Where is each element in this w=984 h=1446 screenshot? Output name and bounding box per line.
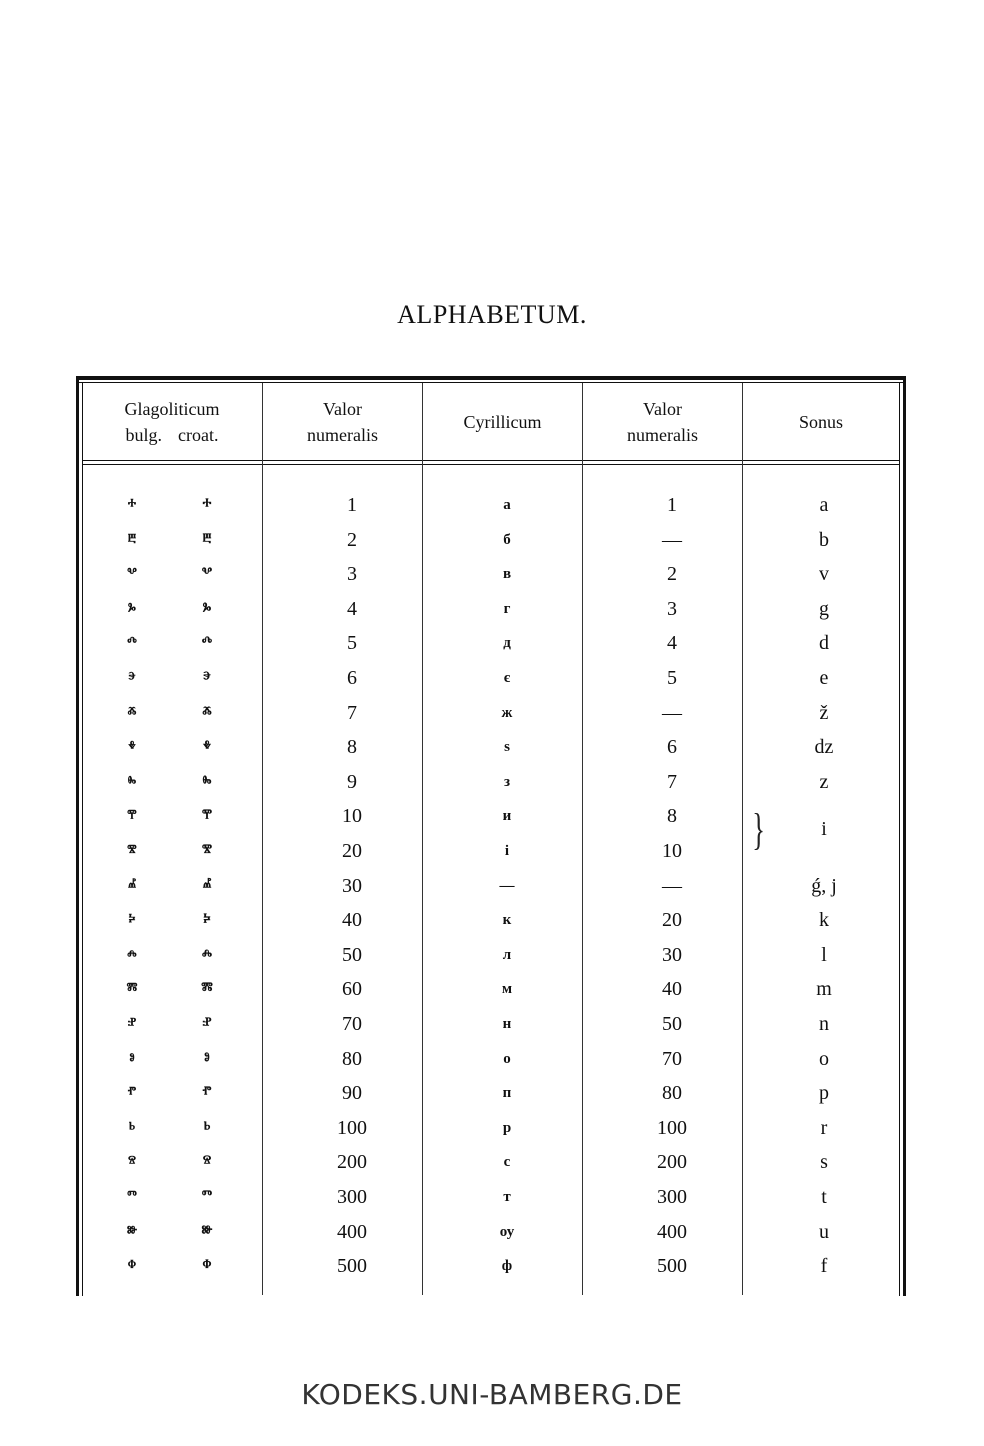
valor-numeralis-cell: 9 <box>347 770 357 793</box>
valor-numeralis-cell: 1 <box>347 494 357 516</box>
table-row <box>82 1111 900 1145</box>
glagolitic-croat-cell: ⱅ <box>201 1188 213 1205</box>
cyrillic-cell: з <box>503 773 511 790</box>
valor-numeralis-cell: 80 <box>342 1047 362 1070</box>
valor-numeralis-cell: — <box>662 874 682 897</box>
valor-numeralis-cell: 30 <box>342 874 362 897</box>
cyrillic-cell: г <box>503 600 511 617</box>
header-valor-numeralis-2 <box>583 394 742 450</box>
cyrillic-cell: н <box>502 1016 512 1032</box>
table-row <box>82 730 900 764</box>
table-row <box>82 1042 900 1076</box>
glagolitic-croat-cell: ⱁ <box>204 1049 210 1067</box>
cyrillic-cell: м <box>501 981 513 998</box>
header-numeralis-label: numeralis <box>307 425 378 445</box>
table-row <box>82 903 900 937</box>
glagolitic-croat-cell: ⰱ <box>202 530 212 548</box>
table-row <box>82 661 900 695</box>
header-rule <box>82 460 900 461</box>
glagolitic-bulg-cell: ⱀ <box>127 1016 137 1032</box>
table-row <box>82 1215 900 1249</box>
sonus-cell: s <box>820 1151 828 1174</box>
glagolitic-croat-cell: ⰽ <box>203 911 211 929</box>
sonus-cell: e <box>819 667 829 689</box>
table-row <box>82 592 900 626</box>
valor-numeralis-cell: 10 <box>342 805 362 828</box>
valor-numeralis-cell: 5 <box>667 667 677 689</box>
valor-numeralis-cell: 50 <box>342 943 362 966</box>
valor-numeralis-cell: 3 <box>667 597 677 620</box>
valor-numeralis-cell: 70 <box>662 1047 682 1070</box>
glagolitic-bulg-cell: ⰺ <box>127 843 137 859</box>
sonus-cell: k <box>819 909 829 932</box>
valor-numeralis-cell: 8 <box>667 805 677 828</box>
sonus-cell: t <box>821 1186 827 1208</box>
cyrillic-cell: а <box>503 497 511 513</box>
valor-numeralis-cell: 200 <box>657 1151 687 1174</box>
glagolitic-croat-cell: ⱀ <box>202 1015 212 1032</box>
glagolitic-bulg-cell: ⱆ <box>126 1223 138 1240</box>
glagolitic-bulg-cell: ⱂ <box>127 1085 137 1102</box>
table-left-rule <box>76 376 79 1296</box>
glagolitic-croat-cell: ⰵ <box>203 669 211 686</box>
header-numeralis-label: numeralis <box>627 425 698 445</box>
valor-numeralis-cell: 300 <box>337 1186 367 1208</box>
valor-numeralis-cell: 7 <box>667 770 677 793</box>
cyrillic-cell: ф <box>501 1258 513 1275</box>
cyrillic-cell: оу <box>499 1223 515 1240</box>
footer-watermark: KODEKS.UNI-BAMBERG.DE <box>301 1378 683 1411</box>
glagolitic-croat-cell: ⰷ <box>203 738 211 756</box>
valor-numeralis-cell: 400 <box>337 1220 367 1243</box>
glagolitic-croat-cell: ⰾ <box>201 945 213 963</box>
sonus-i-merged: i <box>821 818 827 840</box>
sonus-cell: f <box>820 1255 828 1278</box>
valor-numeralis-cell: 1 <box>667 494 677 516</box>
cyrillic-cell: — <box>499 877 515 894</box>
glagolitic-bulg-cell: ⰳ <box>128 600 136 617</box>
glagolitic-croat-cell: ⰲ <box>201 565 213 583</box>
page-title: ALPHABETUM. <box>397 300 587 329</box>
glagolitic-bulg-cell: ⰽ <box>128 912 136 929</box>
valor-numeralis-cell: 5 <box>347 632 357 655</box>
valor-numeralis-cell: 7 <box>347 701 357 724</box>
valor-numeralis-cell: 2 <box>347 528 357 551</box>
glagolitic-bulg-cell: ⰰ <box>127 497 137 513</box>
header-glagoliticum-label: Glagoliticum <box>124 399 220 419</box>
table-row <box>82 1145 900 1179</box>
valor-numeralis-cell: — <box>662 528 682 551</box>
header-cyrillicum-label: Cyrillicum <box>463 412 542 432</box>
glagolitic-croat-cell: ⰳ <box>202 599 212 617</box>
table-row <box>82 626 900 660</box>
glagolitic-bulg-cell: ⰾ <box>127 946 137 963</box>
glagolitic-bulg-cell: ⰴ <box>127 635 137 652</box>
cyrillic-cell: в <box>502 566 512 583</box>
table-top-rule-thin <box>76 382 906 383</box>
sonus-cell: l <box>821 943 827 966</box>
glagolitic-croat-cell: ⱇ <box>202 1257 212 1275</box>
valor-numeralis-cell: 3 <box>347 563 357 586</box>
sonus-cell: p <box>819 1082 829 1105</box>
valor-numeralis-cell: 6 <box>347 667 357 689</box>
table-row <box>82 765 900 799</box>
header-valor-label: Valor <box>643 399 682 419</box>
header-sonus <box>743 394 899 450</box>
glagolitic-croat-cell: ⰸ <box>202 772 212 790</box>
glagolitic-croat-cell: ⰴ <box>201 634 213 652</box>
glagolitic-bulg-cell: ⰵ <box>128 670 136 686</box>
glagolitic-croat-cell: ⰶ <box>202 703 212 721</box>
glagolitic-bulg-cell: ⰼ <box>127 877 137 894</box>
sonus-cell: z <box>819 770 829 793</box>
valor-numeralis-cell: 40 <box>342 909 362 932</box>
valor-numeralis-cell: 20 <box>342 840 362 862</box>
table-row <box>82 869 900 903</box>
cyrillic-cell: є <box>503 670 511 686</box>
table-row <box>82 696 900 730</box>
sonus-cell: g <box>819 597 829 620</box>
glagolitic-croat-cell: ⰿ <box>201 980 213 998</box>
valor-numeralis-cell: 90 <box>342 1082 362 1105</box>
glagolitic-croat-cell: ⱆ <box>201 1222 213 1240</box>
glagolitic-croat-cell: ⰰ <box>202 496 212 513</box>
sonus-cell: ǵ, j <box>811 874 837 897</box>
valor-numeralis-cell: 300 <box>657 1186 687 1208</box>
cyrillic-cell: л <box>502 946 512 963</box>
table-row <box>82 834 900 868</box>
glagolitic-bulg-cell: ⰹ <box>127 808 137 825</box>
sonus-cell: v <box>819 563 829 586</box>
valor-numeralis-cell: 4 <box>667 632 677 655</box>
table-row <box>82 557 900 591</box>
glagolitic-croat-cell: ⱄ <box>202 1153 212 1171</box>
cyrillic-cell: п <box>502 1085 512 1102</box>
header-cyrillicum <box>423 394 582 450</box>
table-row <box>82 1007 900 1041</box>
valor-numeralis-cell: 6 <box>667 736 677 759</box>
glagolitic-bulg-cell: ⱇ <box>127 1258 137 1275</box>
valor-numeralis-cell: 30 <box>662 943 682 966</box>
glagolitic-croat-cell: ⱃ <box>203 1118 211 1136</box>
glagolitic-croat-cell: ⰹ <box>201 807 212 825</box>
glagolitic-bulg-cell: ⰶ <box>127 704 137 721</box>
glagolitic-bulg-cell: ⰿ <box>126 981 138 998</box>
glagolitic-croat-cell: ⰺ <box>201 842 213 859</box>
sonus-cell: b <box>819 528 829 551</box>
sonus-cell: a <box>819 494 829 516</box>
table-row <box>82 1076 900 1110</box>
glagolitic-croat-cell: ⱂ <box>202 1084 212 1102</box>
table-row <box>82 972 900 1006</box>
valor-numeralis-cell: 4 <box>347 597 357 620</box>
valor-numeralis-cell: 100 <box>337 1116 367 1139</box>
valor-numeralis-cell: 20 <box>662 909 682 932</box>
valor-numeralis-cell: 10 <box>662 840 682 862</box>
header-glagoliticum <box>90 394 254 450</box>
sonus-cell: r <box>820 1116 828 1139</box>
valor-numeralis-cell: 2 <box>667 563 677 586</box>
header-bulg-label: bulg. <box>125 425 163 445</box>
glagolitic-bulg-cell: ⰸ <box>127 773 137 790</box>
brace-symbol: } <box>752 805 765 854</box>
table-row <box>82 523 900 557</box>
cyrillic-cell: к <box>502 912 512 929</box>
cyrillic-cell: р <box>502 1119 512 1136</box>
sonus-cell: u <box>819 1220 829 1243</box>
cyrillic-cell: ж <box>501 704 513 721</box>
cyrillic-cell: с <box>503 1154 511 1171</box>
header-rule-double <box>82 464 900 465</box>
valor-numeralis-cell: 70 <box>342 1013 362 1035</box>
table-row <box>82 1180 900 1214</box>
table-row <box>82 1249 900 1283</box>
glagolitic-bulg-cell: ⰷ <box>128 739 136 756</box>
cyrillic-cell: б <box>503 531 511 548</box>
cyrillic-cell: о <box>503 1050 511 1067</box>
glagolitic-bulg-cell: ⱃ <box>128 1119 136 1136</box>
valor-numeralis-cell: 60 <box>342 978 362 1001</box>
table-row <box>82 488 900 522</box>
cyrillic-cell: ѕ <box>504 739 510 756</box>
glagolitic-croat-cell: ⰼ <box>202 876 212 894</box>
glagolitic-bulg-cell: ⱁ <box>129 1050 135 1067</box>
sonus-cell: n <box>819 1013 829 1035</box>
glagolitic-bulg-cell: ⱅ <box>127 1189 137 1205</box>
valor-numeralis-cell: 400 <box>657 1220 687 1243</box>
cyrillic-cell: і <box>504 843 510 859</box>
cyrillic-cell: и <box>502 808 512 825</box>
table-row <box>82 938 900 972</box>
sonus-cell: o <box>819 1047 829 1070</box>
sonus-cell: ž <box>819 701 829 724</box>
sonus-cell: d <box>819 632 829 655</box>
sonus-cell: dz <box>814 736 834 759</box>
table-top-rule <box>76 376 906 380</box>
header-croat-label: croat. <box>178 425 219 445</box>
glagolitic-bulg-cell: ⱄ <box>128 1154 136 1171</box>
valor-numeralis-cell: 8 <box>347 736 357 759</box>
table-row <box>82 799 900 833</box>
header-valor-label: Valor <box>323 399 362 419</box>
valor-numeralis-cell: 100 <box>657 1116 687 1139</box>
valor-numeralis-cell: 40 <box>662 978 682 1001</box>
glagolitic-bulg-cell: ⰱ <box>127 531 137 548</box>
sonus-cell: m <box>816 978 832 1001</box>
valor-numeralis-cell: 50 <box>662 1013 682 1035</box>
cyrillic-cell: т <box>503 1189 511 1205</box>
valor-numeralis-cell: — <box>662 701 682 724</box>
valor-numeralis-cell: 200 <box>337 1151 367 1174</box>
table-right-rule <box>903 376 906 1296</box>
header-sonus-label: Sonus <box>798 412 843 432</box>
valor-numeralis-cell: 500 <box>337 1255 367 1278</box>
cyrillic-cell: д <box>503 635 511 652</box>
valor-numeralis-cell: 500 <box>657 1255 687 1278</box>
valor-numeralis-cell: 80 <box>662 1082 682 1105</box>
glagolitic-bulg-cell: ⰲ <box>127 566 137 583</box>
header-valor-numeralis-1 <box>263 394 422 450</box>
